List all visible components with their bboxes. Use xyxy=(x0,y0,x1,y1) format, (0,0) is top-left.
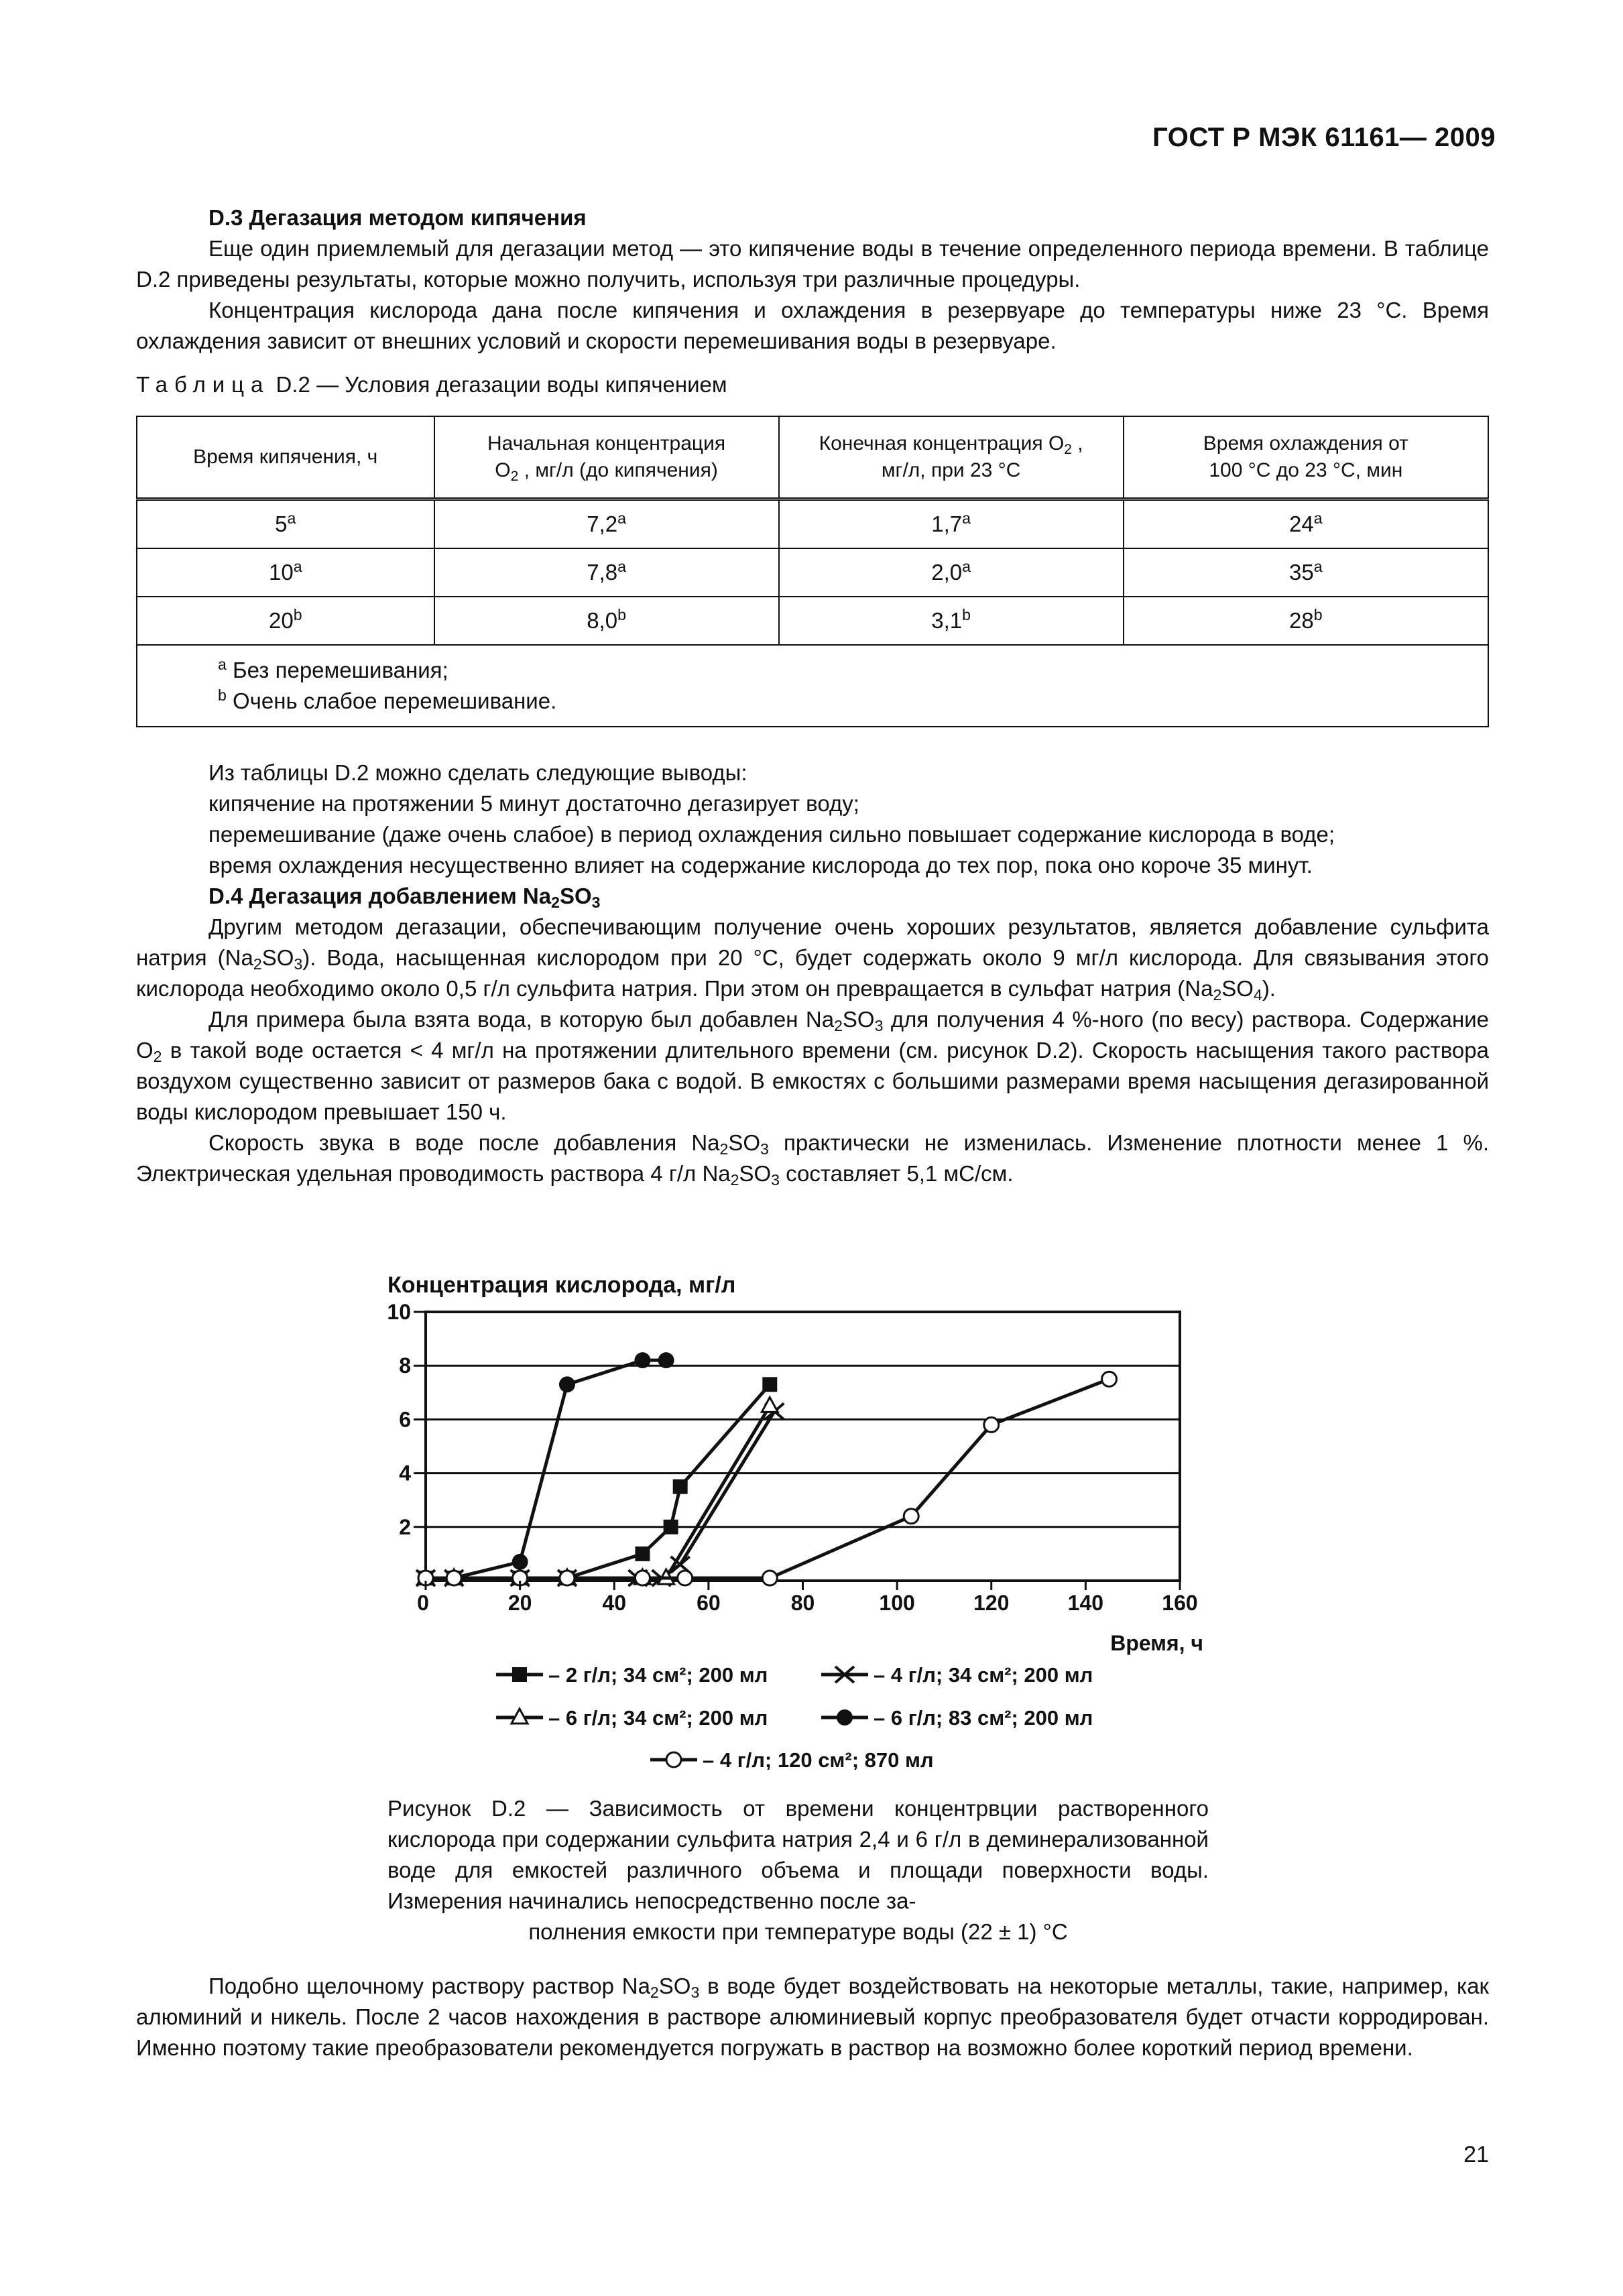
data-point-square xyxy=(635,1547,650,1561)
section-d4-paragraph-3: Скорость звука в воде после добавления $Na_2SO_3$ практически не изменилась. Изменение плотности менее 1 %. Электрическая удельная проводимость раствора 4 г/л $Na_2SO_3$ составляет 5,1 мС/см. xyxy=(136,1130,1489,1189)
x-tick-label: 100 xyxy=(879,1591,915,1615)
section-d4-heading: D.4 Дегазация добавлением $Na_2SO_3$ xyxy=(208,884,601,911)
data-point-triangle xyxy=(762,1397,778,1412)
legend-label: – 2 г/л; 34 см²; 200 мл xyxy=(548,1663,768,1687)
standard-header: ГОСТ Р МЭК 61161— 2009 xyxy=(1152,123,1496,152)
x-tick-label: 140 xyxy=(1067,1591,1104,1615)
legend-entry-2 xyxy=(821,1663,1093,1687)
legend-entry-5 xyxy=(650,1748,934,1770)
chart-x-label: Время, ч xyxy=(1110,1631,1203,1655)
data-point-open-circle xyxy=(904,1509,918,1524)
footnote-a: $^a$ Без перемешивания; xyxy=(218,656,448,682)
conclusion-item: кипячение на протяжении 5 минут достаточно дегазирует воду; xyxy=(208,791,859,816)
legend-entry-1 xyxy=(496,1663,768,1687)
data-point-filled-circle xyxy=(634,1352,650,1368)
section-d4-paragraph-1: Другим методом дегазации, обеспечивающим получение очень хороших результатов, является добавление сульфита натрия $(Na_2SO_3)$. Вода, насыщенная кислородом при 20 °С, будет содержать около 9 мг/л кислорода. Для связывания этого кислорода необходимо около 0,5 г/л сульфита натрия. При этом он превращается в сульфат натрия $(Na_2SO_4)$. xyxy=(136,914,1489,1004)
conclusion-item: перемешивание (даже очень слабое) в период охлаждения сильно повышает содержание кислорода в воде; xyxy=(208,822,1335,847)
footnote-b: $^b$ Очень слабое перемешивание. xyxy=(218,686,557,713)
data-point-open-circle xyxy=(984,1417,999,1432)
y-tick-label: 8 xyxy=(399,1353,411,1378)
table-row: 20$^b$ 8,0$^b$ 3,1$^b$ 28$^b$ xyxy=(137,597,1488,645)
x-tick-label: 0 xyxy=(417,1591,429,1615)
data-point-open-circle xyxy=(1102,1372,1117,1386)
x-tick-label: 40 xyxy=(602,1591,627,1615)
series-line xyxy=(426,1360,666,1578)
plot-frame xyxy=(426,1312,1180,1581)
data-point-square xyxy=(762,1377,777,1392)
data-point-open-circle xyxy=(635,1571,650,1585)
x-tick-label: 120 xyxy=(973,1591,1010,1615)
chart-y-title: Концентрация кислорода, мг/л xyxy=(387,1272,736,1298)
closing-paragraph: Подобно щелочному раствору раствор $Na_2SO_3$ в воде будет воздействовать на некоторые металлы, такие, например, как алюминий и никель. После 2 часов нахождения в растворе алюминиевый корпус преобразователя будет отчасти корродирован. Именно поэтому такие преобразователи рекомендуется погружать в раствор на возможно более короткий период времени. xyxy=(136,1974,1489,2060)
x-tick-label: 160 xyxy=(1162,1591,1198,1615)
data-point-square xyxy=(512,1667,527,1682)
y-tick-label: 2 xyxy=(399,1514,411,1539)
conclusions-intro: Из таблицы D.2 можно сделать следующие выводы: xyxy=(208,760,747,785)
section-d3-heading: D.3 Дегазация методом кипячения xyxy=(208,205,587,230)
data-point-filled-circle xyxy=(512,1554,528,1570)
legend-label: – 6 г/л; 34 см²; 200 мл xyxy=(548,1706,768,1730)
data-point-open-circle xyxy=(678,1571,693,1585)
data-point-square xyxy=(664,1520,678,1534)
data-point-filled-circle xyxy=(559,1376,575,1392)
table-caption: Таблица D.2 — Условия дегазации воды кипячением xyxy=(136,372,727,397)
legend-label: – 6 г/л; 83 см²; 200 мл xyxy=(874,1706,1093,1730)
data-point-open-circle xyxy=(762,1571,777,1585)
series-line xyxy=(426,1406,770,1578)
header-initial-concentration: Начальная концентрация $О_2$ , мг/л (до кипячения) xyxy=(434,416,779,499)
figure-caption: Рисунок D.2 — Зависимость от времени концентрвции растворенного кислорода при содержании сульфита натрия 2,4 и 6 г/л в деминерализованной воде для емкостей различного объема и площади поверхности воды. Измерения начинались непосредственно после за- полнения емкости при температуре воды (22 ± 1) °С xyxy=(387,1796,1209,1944)
header-final-concentration: Конечная концентрация $О_2$ , мг/л, при 23 °С xyxy=(779,416,1124,499)
x-tick-label: 80 xyxy=(790,1591,815,1615)
legend-entry-3 xyxy=(496,1706,768,1730)
data-point-open-circle xyxy=(666,1752,681,1767)
section-d4-paragraph-2: Для примера была взята вода, в которую был добавлен $Na_2SO_3$ для получения 4 %-ного (по весу) раствора. Содержание $О_2$ в такой воде остается < 4 мг/л на протяжении длительного времени (см. рисунок D.2). Скорость насыщения такого раствора воздухом существенно зависит от размеров бака с водой. В емкостях с большими размерами время насыщения дегазированной воды кислородом превышает 150 ч. xyxy=(136,1007,1489,1124)
data-point-filled-circle xyxy=(658,1352,674,1368)
page-number: 21 xyxy=(1463,2142,1489,2167)
data-point-filled-circle xyxy=(837,1709,853,1726)
x-tick-label: 20 xyxy=(507,1591,532,1615)
conclusion-item: время охлаждения несущественно влияет на содержание кислорода до тех пор, пока оно короче 35 минут. xyxy=(208,853,1313,878)
data-point-open-circle xyxy=(446,1571,461,1585)
y-tick-label: 10 xyxy=(387,1300,411,1324)
data-point-open-circle xyxy=(560,1571,575,1585)
y-tick-label: 6 xyxy=(399,1407,411,1432)
table-row: 10$^a$ 7,8$^a$ 2,0$^a$ 35$^a$ xyxy=(137,548,1488,597)
series-line xyxy=(426,1384,770,1578)
section-d3-paragraph-1: Еще один приемлемый для дегазации метод — это кипячение воды в течение определенного периода времени. В таблице D.2 приведены результаты, которые можно получить, используя три различные процедуры. xyxy=(136,236,1489,292)
data-point-square xyxy=(673,1479,688,1494)
header-boiling-time: Время кипячения, ч xyxy=(137,416,434,499)
legend-label: – 4 г/л; 34 см²; 200 мл xyxy=(874,1663,1093,1687)
legend-label: – 4 г/л; 120 см²; 870 мл xyxy=(703,1748,934,1770)
legend-entry-4 xyxy=(821,1706,1093,1730)
y-tick-label: 4 xyxy=(399,1461,411,1486)
x-tick-label: 60 xyxy=(697,1591,721,1615)
table-row: 5$^a$ 7,2$^a$ 1,7$^a$ 24$^a$ xyxy=(137,499,1488,549)
header-cooling-time: Время охлаждения от 100 °С до 23 °С, мин xyxy=(1124,416,1488,499)
section-d3-paragraph-2: Концентрация кислорода дана после кипячения и охлаждения в резервуаре до температуры ниже 23 °С. Время охлаждения зависит от внешних условий и скорости перемешивания воды в резервуаре. xyxy=(136,298,1489,353)
